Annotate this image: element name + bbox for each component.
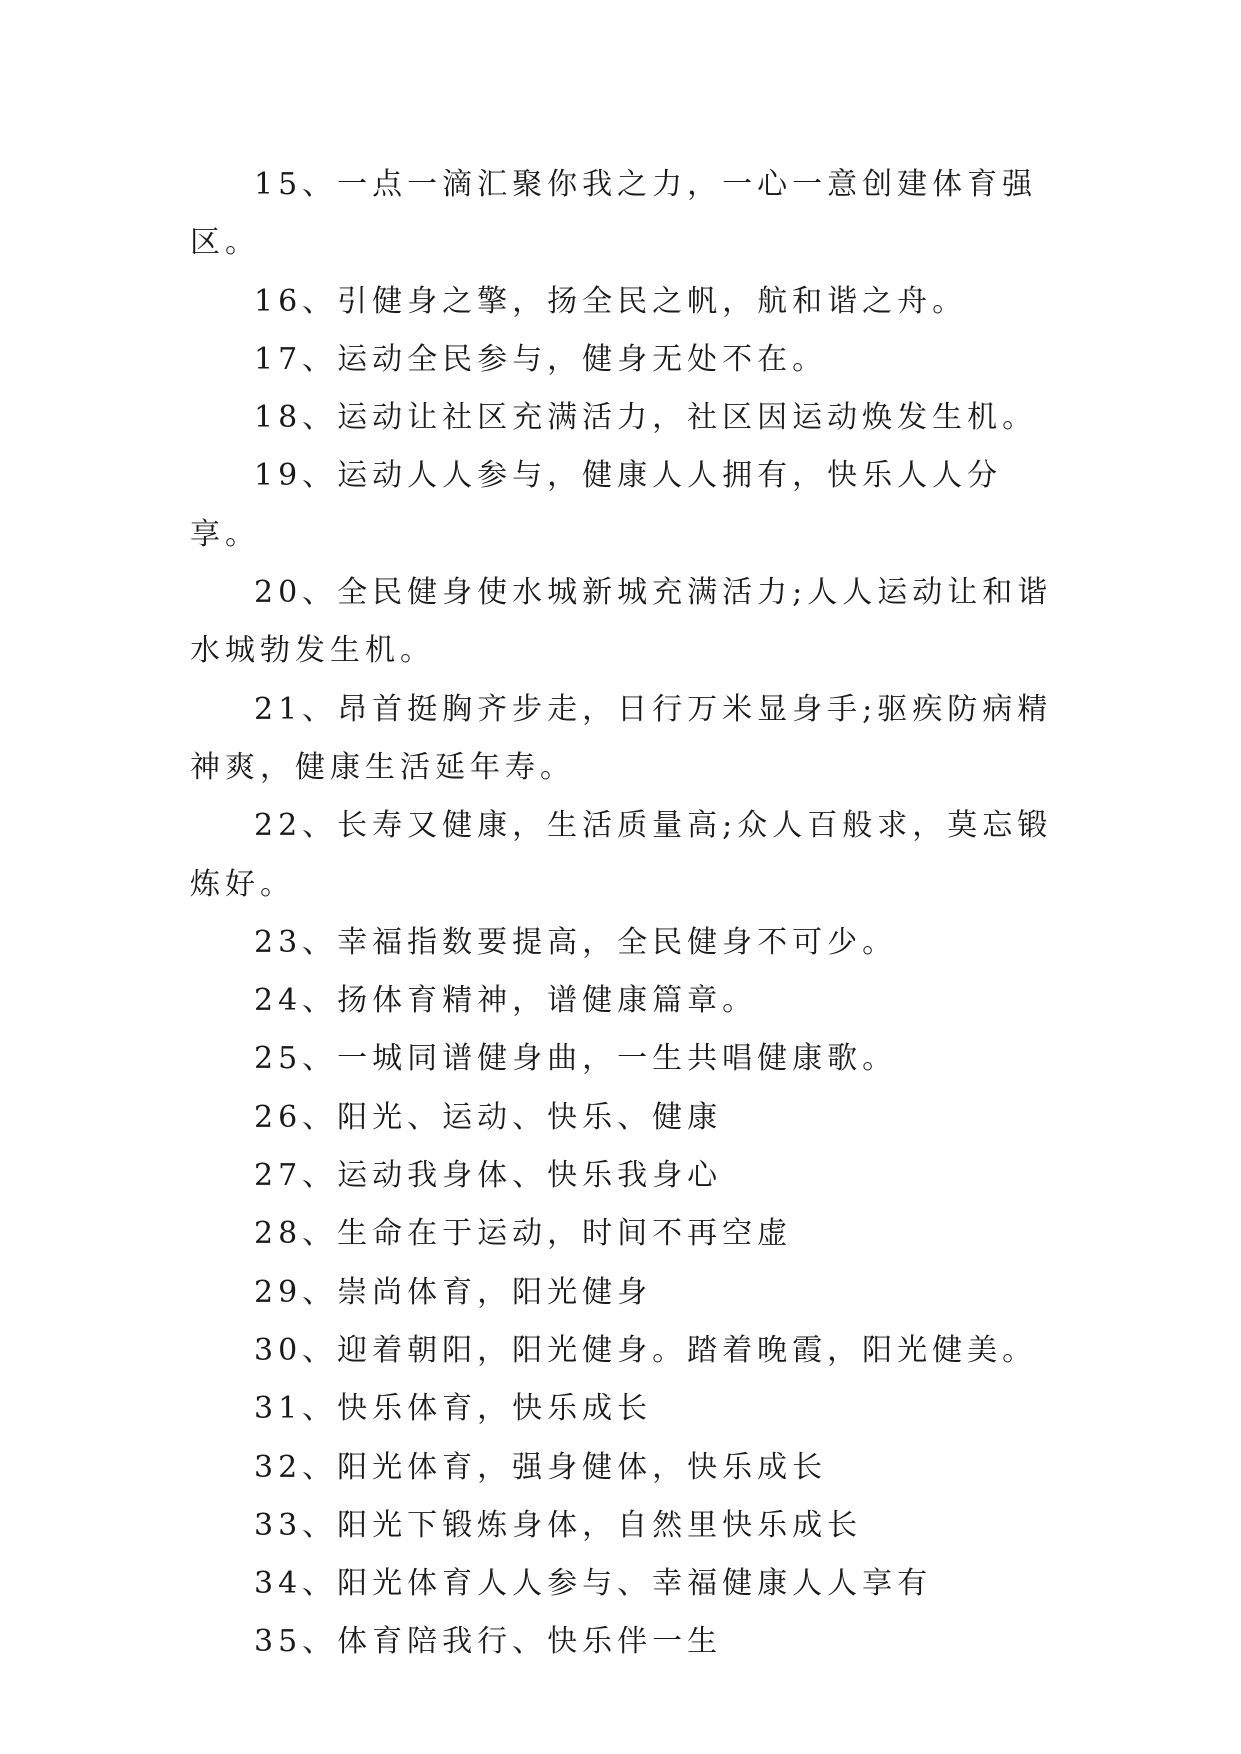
document-body — [190, 156, 1070, 1672]
paragraph: 18、运动让社区充满活力，社区因运动焕发生机。 — [254, 400, 1038, 436]
paragraph: 16、引健身之擎，扬全民之帆，航和谐之舟。 — [254, 283, 968, 319]
paragraph: 20、全民健身使水城新城充满活力;人人运动让和谐水城勃发生机。 — [190, 575, 1053, 669]
paragraph: 22、长寿又健康，生活质量高;众人百般求，莫忘锻炼好。 — [190, 808, 1053, 902]
paragraph: 35、体育陪我行、快乐伴一生 — [254, 1624, 723, 1660]
paragraph: 25、一城同谱健身曲，一生共唱健康歌。 — [254, 1041, 898, 1077]
paragraph: 24、扬体育精神，谱健康篇章。 — [254, 983, 758, 1019]
paragraph: 30、迎着朝阳，阳光健身。踏着晚霞，阳光健美。 — [254, 1332, 1038, 1368]
paragraph: 29、崇尚体育，阳光健身 — [254, 1274, 653, 1310]
paragraph: 31、快乐体育，快乐成长 — [254, 1391, 653, 1427]
paragraph: 15、一点一滴汇聚你我之力，一心一意创建体育强区。 — [190, 167, 1038, 261]
paragraph: 26、阳光、运动、快乐、健康 — [254, 1099, 723, 1135]
paragraph: 27、运动我身体、快乐我身心 — [254, 1158, 723, 1194]
paragraph: 32、阳光体育，强身健体，快乐成长 — [254, 1449, 828, 1485]
paragraph: 21、昂首挺胸齐步走，日行万米显身手;驱疾防病精神爽，健康生活延年寿。 — [190, 691, 1053, 785]
paragraph: 34、阳光体育人人参与、幸福健康人人享有 — [254, 1566, 933, 1602]
paragraph: 28、生命在于运动，时间不再空虚 — [254, 1216, 793, 1252]
paragraph: 23、幸福指数要提高，全民健身不可少。 — [254, 924, 898, 960]
paragraph: 19、运动人人参与，健康人人拥有，快乐人人分享。 — [190, 458, 1003, 552]
paragraph: 17、运动全民参与，健身无处不在。 — [254, 341, 828, 377]
paragraph: 33、阳光下锻炼身体，自然里快乐成长 — [254, 1507, 863, 1543]
